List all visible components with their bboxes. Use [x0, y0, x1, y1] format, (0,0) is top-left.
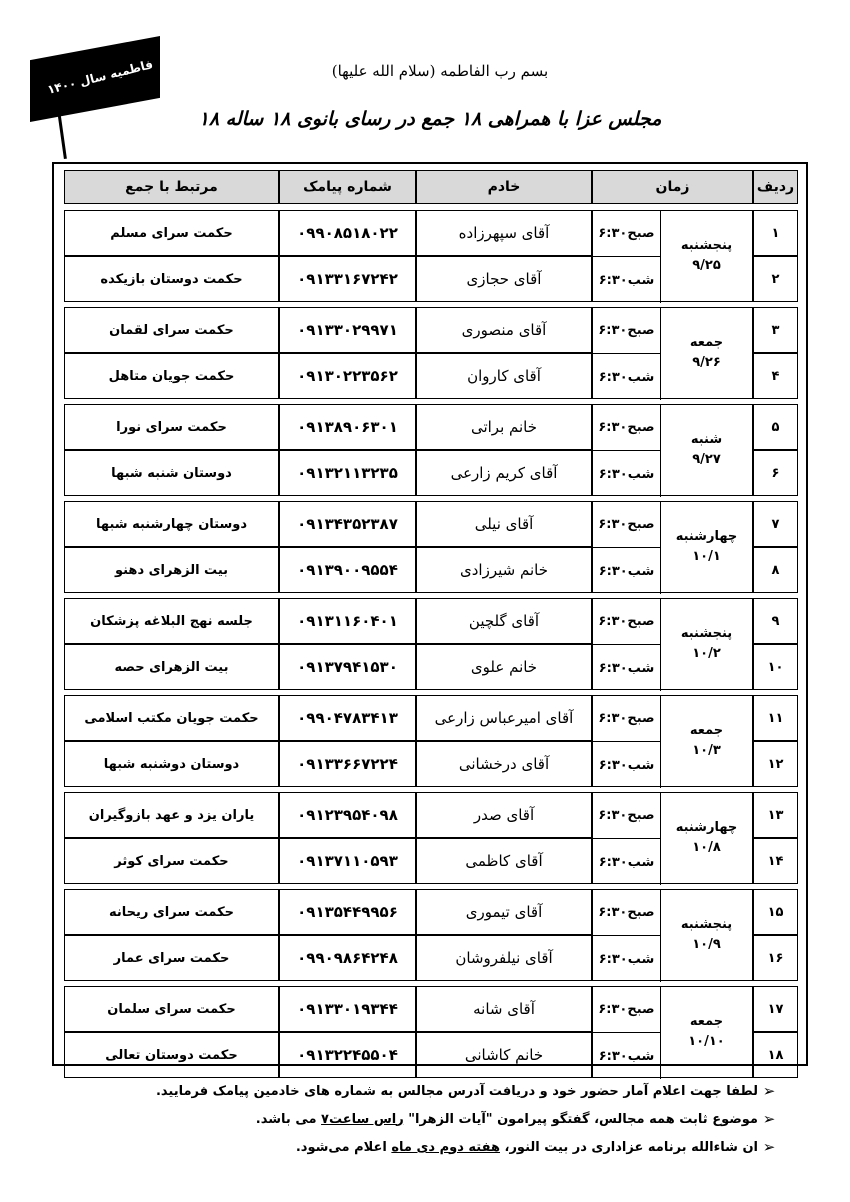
day-cell — [661, 987, 752, 1077]
servant-cell: آقای شانه — [416, 986, 592, 1032]
time-slot: ۶:۳۰صبح — [593, 211, 661, 257]
num-cell: ۱۴ — [753, 838, 798, 884]
table-header — [60, 170, 800, 206]
header-time: زمان — [592, 170, 753, 204]
sms-cell: ۰۹۱۳۴۳۵۲۳۸۷ — [279, 501, 416, 547]
day-name: جمعه — [689, 1014, 724, 1029]
sms-cell: ۰۹۱۳۰۲۲۳۵۶۲ — [279, 353, 416, 399]
table-row-group — [60, 986, 800, 1078]
day-name: چهارشنبه — [675, 820, 738, 835]
servant-cell: آقای منصوری — [416, 307, 592, 353]
day-cell — [661, 308, 752, 398]
servant-cell: خانم شیرزادی — [416, 547, 592, 593]
day-cell — [661, 696, 752, 786]
day-name: پنجشنبه — [680, 917, 733, 932]
notes-list — [90, 1082, 780, 1166]
day-date: ۹/۲۶ — [692, 355, 721, 370]
bismillah: بسم رب الفاطمه (سلام الله علیها) — [331, 62, 549, 80]
num-cell: ۶ — [753, 450, 798, 496]
sms-cell: ۰۹۱۳۲۲۴۵۵۰۴ — [279, 1032, 416, 1078]
related-cell: دوستان چهارشنبه شبها — [64, 501, 279, 547]
time-cell — [592, 792, 753, 884]
sms-cell: ۰۹۱۲۳۹۵۴۰۹۸ — [279, 792, 416, 838]
related-cell: بیت الزهرای دهنو — [64, 547, 279, 593]
related-cell: حکمت سرای مسلم — [64, 210, 279, 256]
related-cell: حکمت سرای لقمان — [64, 307, 279, 353]
flag-text: فاطمیه سال ۱۴۰۰ — [45, 57, 155, 97]
time-slot: ۶:۳۰صبح — [593, 405, 661, 451]
day-date: ۱۰/۱ — [692, 549, 721, 564]
header-related: مرتبط با جمع — [64, 170, 279, 204]
day-name: جمعه — [689, 723, 724, 738]
day-cell — [661, 211, 752, 301]
time-slot: ۶:۳۰شب — [593, 936, 661, 982]
time-slot: ۶:۳۰صبح — [593, 696, 661, 742]
servant-cell: آقای تیموری — [416, 889, 592, 935]
note-text: موضوع ثابت همه مجالس، گفتگو پیرامون "آیات الزهرا" راس ساعت۷ می باشد. — [255, 1111, 758, 1127]
servant-cell: آقای گلچین — [416, 598, 592, 644]
num-cell: ۱۵ — [753, 889, 798, 935]
arrow-icon: ➢ — [762, 1110, 776, 1128]
day-name: پنجشنبه — [680, 238, 733, 253]
day-date: ۱۰/۹ — [692, 937, 721, 952]
day-name: جمعه — [689, 335, 724, 350]
num-cell: ۷ — [753, 501, 798, 547]
time-cell — [592, 501, 753, 593]
num-cell: ۱ — [753, 210, 798, 256]
schedule-table — [52, 162, 808, 1066]
related-cell: حکمت دوستان بازیکده — [64, 256, 279, 302]
related-cell: حکمت دوستان تعالی — [64, 1032, 279, 1078]
num-cell: ۱۳ — [753, 792, 798, 838]
day-date: ۹/۲۷ — [692, 452, 721, 467]
sms-cell: ۰۹۱۳۳۶۶۷۲۲۴ — [279, 741, 416, 787]
table-row-group — [60, 307, 800, 399]
time-slot: ۶:۳۰صبح — [593, 890, 661, 936]
num-cell: ۱۶ — [753, 935, 798, 981]
sms-cell: ۰۹۱۳۸۹۰۶۳۰۱ — [279, 404, 416, 450]
time-cell — [592, 889, 753, 981]
header-servant: خادم — [416, 170, 592, 204]
day-date: ۱۰/۱۰ — [688, 1034, 725, 1049]
day-name: شنبه — [690, 432, 723, 447]
time-slot: ۶:۳۰شب — [593, 742, 661, 788]
time-cell — [592, 404, 753, 496]
servant-cell: آقای کاظمی — [416, 838, 592, 884]
time-slot: ۶:۳۰شب — [593, 257, 661, 303]
servant-cell: خانم براتی — [416, 404, 592, 450]
day-name: چهارشنبه — [675, 529, 738, 544]
note-item — [90, 1082, 780, 1100]
num-cell: ۲ — [753, 256, 798, 302]
servant-cell: آقای کاروان — [416, 353, 592, 399]
table-row-group — [60, 792, 800, 884]
sms-cell: ۰۹۱۳۲۱۱۳۲۳۵ — [279, 450, 416, 496]
related-cell: دوستان دوشنبه شبها — [64, 741, 279, 787]
num-cell: ۱۱ — [753, 695, 798, 741]
related-cell: جلسه نهج البلاغه پزشکان — [64, 598, 279, 644]
sms-cell: ۰۹۱۳۳۰۲۹۹۷۱ — [279, 307, 416, 353]
day-cell — [661, 890, 752, 980]
table-row-group — [60, 889, 800, 981]
note-item — [90, 1138, 780, 1156]
sms-cell: ۰۹۱۳۷۹۴۱۵۳۰ — [279, 644, 416, 690]
num-cell: ۱۰ — [753, 644, 798, 690]
sms-cell: ۰۹۱۳۵۴۴۹۹۵۶ — [279, 889, 416, 935]
related-cell: یاران یزد و عهد بازوگیران — [64, 792, 279, 838]
note-item — [90, 1110, 780, 1128]
related-cell: حکمت جویان مکتب اسلامی — [64, 695, 279, 741]
num-cell: ۹ — [753, 598, 798, 644]
related-cell: حکمت سرای نورا — [64, 404, 279, 450]
sms-cell: ۰۹۹۰۴۷۸۳۴۱۳ — [279, 695, 416, 741]
related-cell: حکمت سرای سلمان — [64, 986, 279, 1032]
servant-cell: آقای درخشانی — [416, 741, 592, 787]
table-row-group — [60, 210, 800, 302]
sms-cell: ۰۹۱۳۷۱۱۰۵۹۳ — [279, 838, 416, 884]
day-date: ۱۰/۸ — [692, 840, 721, 855]
time-cell — [592, 986, 753, 1078]
time-slot: ۶:۳۰شب — [593, 645, 661, 691]
day-date: ۱۰/۳ — [692, 743, 721, 758]
servant-cell: آقای نیلفروشان — [416, 935, 592, 981]
num-cell: ۱۲ — [753, 741, 798, 787]
sms-cell: ۰۹۱۳۹۰۰۹۵۵۴ — [279, 547, 416, 593]
day-date: ۹/۲۵ — [692, 258, 721, 273]
note-text: لطفا جهت اعلام آمار حضور خود و دریافت آدرس مجالس به شماره های خادمین پیامک فرمایید. — [155, 1083, 758, 1099]
time-slot: ۶:۳۰صبح — [593, 502, 661, 548]
servant-cell: آقای نیلی — [416, 501, 592, 547]
num-cell: ۸ — [753, 547, 798, 593]
num-cell: ۳ — [753, 307, 798, 353]
note-text: ان شاءالله برنامه عزاداری در بیت النور، هفته دوم دی ماه اعلام می‌شود. — [295, 1139, 758, 1155]
time-slot: ۶:۳۰شب — [593, 548, 661, 594]
servant-cell: خانم علوی — [416, 644, 592, 690]
sms-cell: ۰۹۹۰۹۸۶۴۲۴۸ — [279, 935, 416, 981]
time-slot: ۶:۳۰صبح — [593, 599, 661, 645]
day-cell — [661, 502, 752, 592]
sms-cell: ۰۹۱۳۳۰۱۹۳۴۴ — [279, 986, 416, 1032]
related-cell: حکمت سرای عمار — [64, 935, 279, 981]
related-cell: دوستان شنبه شبها — [64, 450, 279, 496]
num-cell: ۱۷ — [753, 986, 798, 1032]
related-cell: حکمت سرای کوثر — [64, 838, 279, 884]
time-slot: ۶:۳۰شب — [593, 1033, 661, 1079]
related-cell: بیت الزهرای حصه — [64, 644, 279, 690]
related-cell: حکمت سرای ریحانه — [64, 889, 279, 935]
time-cell — [592, 598, 753, 690]
time-slot: ۶:۳۰صبح — [593, 987, 661, 1033]
header-sms: شماره پیامک — [279, 170, 416, 204]
day-date: ۱۰/۲ — [692, 646, 721, 661]
page-title: ۱۸ مجلس عزا با همراهی ۱۸ جمع در رسای بانوی ۱۸ ساله — [198, 108, 662, 130]
servant-cell: آقای امیرعباس زارعی — [416, 695, 592, 741]
sms-cell: ۰۹۱۳۱۱۶۰۴۰۱ — [279, 598, 416, 644]
time-slot: ۶:۳۰شب — [593, 354, 661, 400]
time-slot: ۶:۳۰صبح — [593, 793, 661, 839]
day-cell — [661, 793, 752, 883]
day-cell — [661, 599, 752, 689]
servant-cell: آقای حجازی — [416, 256, 592, 302]
servant-cell: آقای سپهرزاده — [416, 210, 592, 256]
time-slot: ۶:۳۰شب — [593, 839, 661, 885]
time-cell — [592, 695, 753, 787]
arrow-icon: ➢ — [762, 1082, 776, 1100]
day-name: پنجشنبه — [680, 626, 733, 641]
time-slot: ۶:۳۰صبح — [593, 308, 661, 354]
time-slot: ۶:۳۰شب — [593, 451, 661, 497]
time-cell — [592, 210, 753, 302]
servant-cell: آقای کریم زارعی — [416, 450, 592, 496]
table-row-group — [60, 598, 800, 690]
servant-cell: آقای صدر — [416, 792, 592, 838]
num-cell: ۱۸ — [753, 1032, 798, 1078]
day-cell — [661, 405, 752, 495]
servant-cell: خانم کاشانی — [416, 1032, 592, 1078]
arrow-icon: ➢ — [762, 1138, 776, 1156]
table-row-group — [60, 695, 800, 787]
num-cell: ۴ — [753, 353, 798, 399]
num-cell: ۵ — [753, 404, 798, 450]
time-cell — [592, 307, 753, 399]
sms-cell: ۰۹۱۳۳۱۶۷۲۴۲ — [279, 256, 416, 302]
related-cell: حکمت جویان متاهل — [64, 353, 279, 399]
table-row-group — [60, 404, 800, 496]
sms-cell: ۰۹۹۰۸۵۱۸۰۲۲ — [279, 210, 416, 256]
header-num: ردیف — [753, 170, 798, 204]
table-row-group — [60, 501, 800, 593]
